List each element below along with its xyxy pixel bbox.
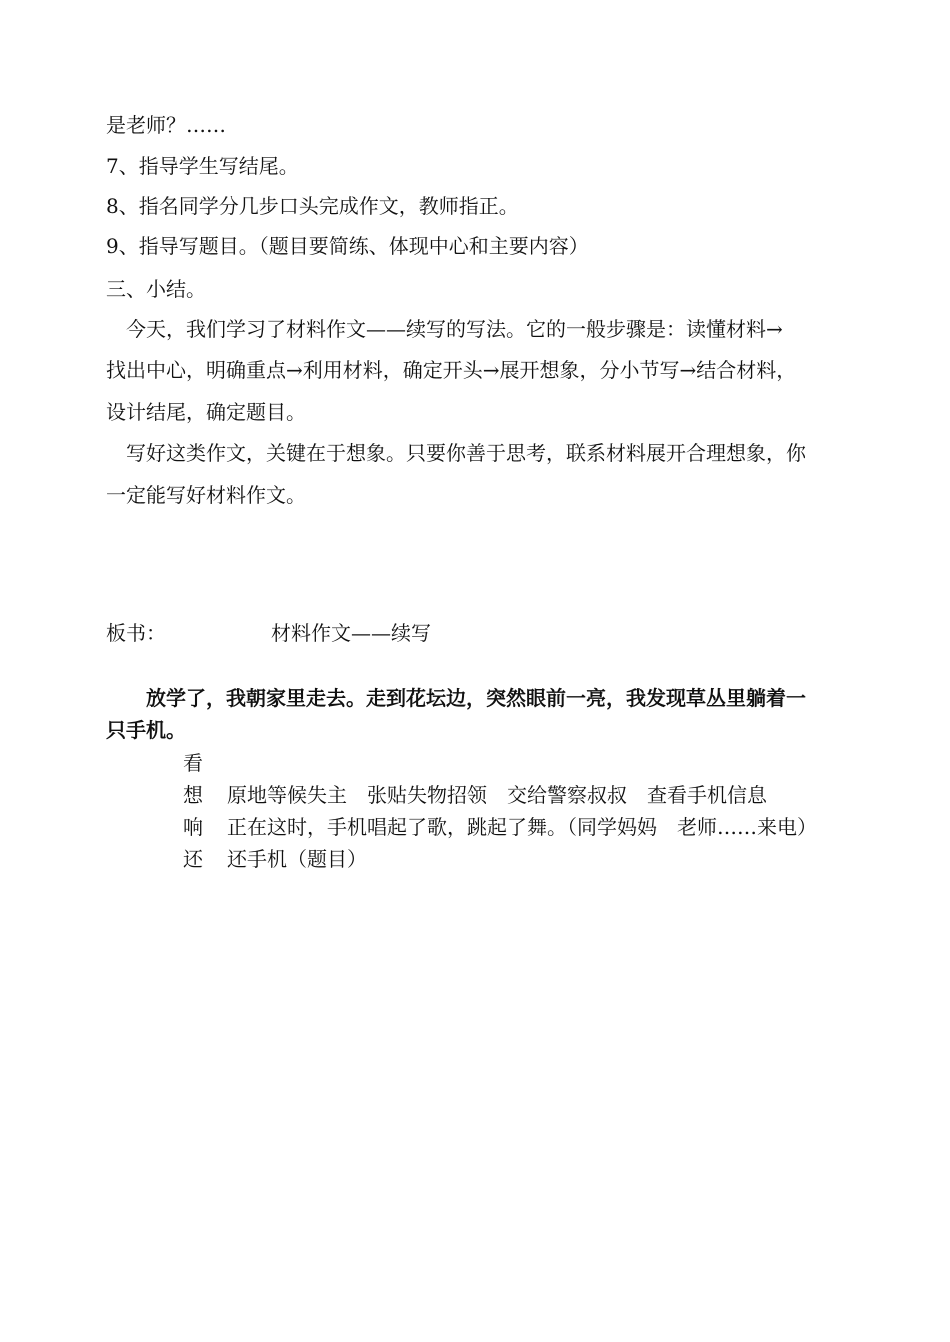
summary-paragraph-1-line-3: 设计结尾，确定题目。 bbox=[106, 400, 306, 424]
section-heading-summary: 三、小结。 bbox=[106, 277, 206, 301]
board-material-line-2: 只手机。 bbox=[106, 718, 186, 742]
board-row-text: 原地等候失主 张贴失物招领 交给警察叔叔 查看手机信息 bbox=[227, 783, 767, 807]
summary-paragraph-2-line-2: 一定能写好材料作文。 bbox=[106, 483, 306, 507]
summary-paragraph-1-line-2: 找出中心，明确重点→利用材料，确定开头→展开想象，分小节写→结合材料， bbox=[106, 358, 797, 382]
board-title: 材料作文——续写 bbox=[271, 621, 431, 645]
board-material-line-1: 放学了，我朝家里走去。走到花坛边，突然眼前一亮，我发现草丛里躺着一 bbox=[106, 686, 806, 710]
step-8: 8、指名同学分几步口头完成作文，教师指正。 bbox=[106, 194, 519, 218]
board-row-text: 正在这时，手机唱起了歌，跳起了舞。（同学妈妈 老师……来电） bbox=[227, 815, 817, 839]
board-row-ring bbox=[183, 815, 817, 839]
board-row-key: 想 bbox=[183, 783, 203, 807]
step-9: 9、指导写题目。（题目要简练、体现中心和主要内容） bbox=[106, 234, 589, 258]
board-row-key: 响 bbox=[183, 815, 203, 839]
text-line: 是老师？…… bbox=[106, 113, 226, 137]
summary-paragraph-1-line-1: 今天，我们学习了材料作文——续写的写法。它的一般步骤是：读懂材料→ bbox=[106, 317, 783, 341]
board-row-return bbox=[183, 847, 367, 871]
board-row-key: 还 bbox=[183, 847, 203, 871]
step-7: 7、指导学生写结尾。 bbox=[106, 154, 299, 178]
summary-paragraph-2-line-1: 写好这类作文，关键在于想象。只要你善于思考，联系材料展开合理想象，你 bbox=[106, 441, 806, 465]
board-row-key: 看 bbox=[183, 751, 203, 775]
board-row-text: 还手机（题目） bbox=[227, 847, 367, 871]
board-row-look bbox=[183, 751, 227, 775]
board-label: 板书： bbox=[106, 621, 166, 645]
board-row-think bbox=[183, 783, 767, 807]
